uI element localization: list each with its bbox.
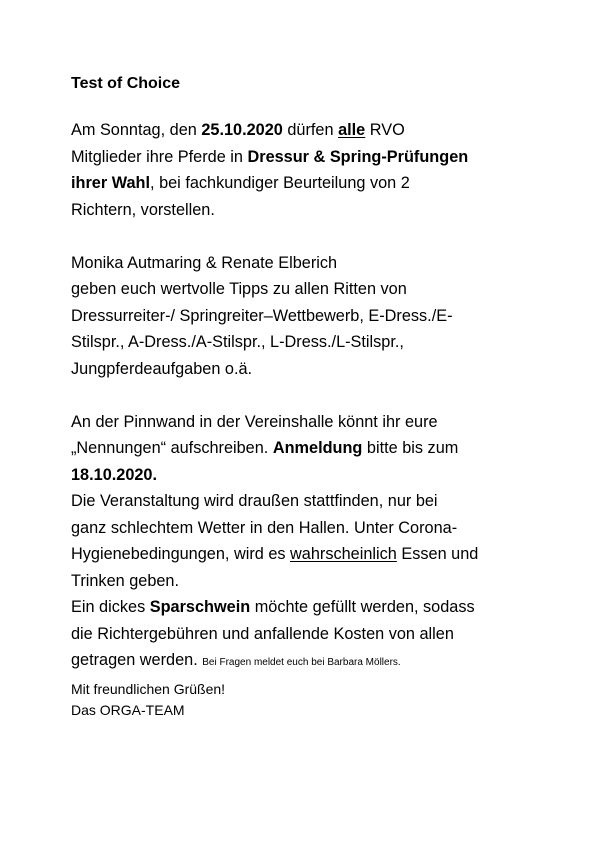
document-body — [71, 72, 541, 721]
text: Mitglieder ihre Pferde in — [71, 147, 248, 166]
event-date: 25.10.2020 — [201, 121, 283, 139]
emphasis-sparschwein: Sparschwein — [149, 598, 251, 616]
text: Die Veranstaltung wird draußen stattfinden, nur bei — [71, 492, 438, 510]
text: Ein dickes — [71, 598, 150, 616]
text: Essen und — [396, 545, 479, 563]
text: getragen werden. — [71, 651, 203, 669]
judges-names: Monika Autmaring & Renate Elberich — [71, 253, 338, 272]
paragraph-registration — [71, 409, 541, 677]
disciplines: Dressur & Spring-Prüfungen — [247, 147, 469, 166]
text: Dressurreiter-/ Springreiter–Wettbewerb, E-Dress./E- — [71, 306, 453, 325]
text: geben euch wertvolle Tipps zu allen Ritten von — [71, 280, 407, 298]
text: Stilspr., A-Dress./A-Stilspr., L-Dress./L-Stilspr., — [71, 333, 404, 351]
text: „Nennungen“ aufschreiben. — [71, 439, 273, 457]
emphasis-wahl: ihrer Wahl — [71, 174, 151, 192]
contact-note: Bei Fragen meldet euch bei Barbara Möllers. — [202, 657, 401, 668]
text: , bei fachkundiger Beurteilung von 2 — [150, 174, 410, 192]
text: dürfen — [282, 121, 339, 139]
text: Trinken geben. — [71, 571, 180, 590]
closing-greeting: Mit freundlichen Grüßen! — [71, 680, 226, 697]
registration-deadline: 18.10.2020. — [71, 465, 158, 484]
emphasis-anmeldung: Anmeldung — [272, 439, 363, 457]
text: Jungpferdeaufgaben o.ä. — [71, 359, 253, 378]
text: Richtern, vorstellen. — [71, 200, 215, 219]
text: die Richtergebühren und anfallende Kosten von allen — [71, 624, 454, 643]
emphasis-alle: alle — [338, 121, 366, 139]
document-title: Test of Choice — [71, 75, 181, 92]
paragraph-judges — [71, 250, 541, 383]
text: Hygienebedingungen, wird es — [71, 545, 291, 563]
text: möchte gefüllt werden, sodass — [250, 598, 475, 616]
emphasis-wahrscheinlich: wahrscheinlich — [290, 545, 397, 563]
text: RVO — [365, 121, 405, 139]
text: Am Sonntag, den — [71, 121, 202, 139]
signature-team: Das ORGA-TEAM — [71, 701, 185, 718]
paragraph-event-info — [71, 117, 541, 223]
text: bitte bis zum — [362, 439, 459, 457]
text: An der Pinnwand in der Vereinshalle könnt ihr eure — [71, 412, 438, 431]
text: ganz schlechtem Wetter in den Hallen. Unter Corona- — [71, 518, 458, 537]
